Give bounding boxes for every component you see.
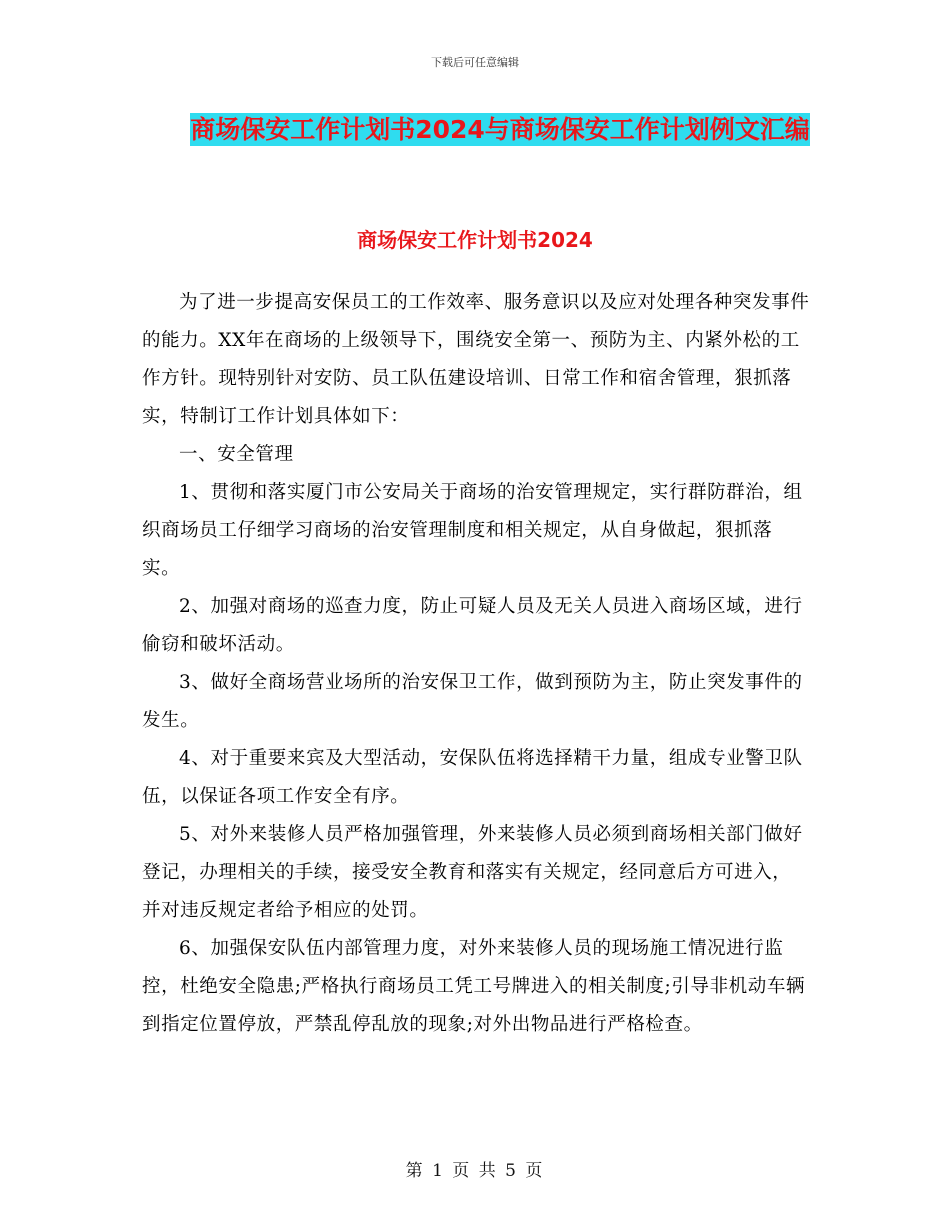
paragraph-item-2: 2、加强对商场的巡查力度，防止可疑人员及无关人员进入商场区域，进行偷窃和破坏活动。 [142,596,803,655]
section-title: 商场保安工作计划书2024 [357,228,593,252]
page-number: 第 1 页 共 5 页 [405,1161,545,1181]
document-title-text: 商场保安工作计划书2024与商场保安工作计划例文汇编 [190,115,810,144]
paragraph-item-6: 6、加强保安队伍内部管理力度，对外来装修人员的现场施工情况进行监控，杜绝安全隐患;严格执行商场员工凭工号牌进入的相关制度;引导非机动车辆到指定位置停放，严禁乱停乱放的现象;对外出物品进行严格检查。 [142,938,806,1035]
paragraph-item-4: 4、对于重要来宾及大型活动，安保队伍将选择精干力量，组成专业警卫队伍，以保证各项工作安全有序。 [142,748,803,807]
paragraph-item-3: 3、做好全商场营业场所的治安保卫工作，做到预防为主，防止突发事件的发生。 [142,672,803,731]
paragraph-item-5: 5、对外来装修人员严格加强管理，外来装修人员必须到商场相关部门做好登记，办理相关的手续，接受安全教育和落实有关规定，经同意后方可进入，并对违反规定者给予相应的处罚。 [142,824,803,921]
paragraph-heading-safety: 一、安全管理 [179,444,294,465]
header-note: 下载后可任意编辑 [431,56,519,69]
paragraph-intro: 为了进一步提高安保员工的工作效率、服务意识以及应对处理各种突发事件的能力。XX年在商场的上级领导下，围绕安全第一、预防为主、内紧外松的工作方针。现特别针对安防、员工队伍建设培训、日常工作和宿舍管理，狠抓落实，特制订工作计划具体如下： [142,292,810,427]
document-body [142,284,810,1044]
paragraph-item-1: 1、贯彻和落实厦门市公安局关于商场的治安管理规定，实行群防群治，组织商场员工仔细学习商场的治安管理制度和相关规定，从自身做起，狠抓落实。 [142,482,803,579]
document-title [140,108,860,152]
